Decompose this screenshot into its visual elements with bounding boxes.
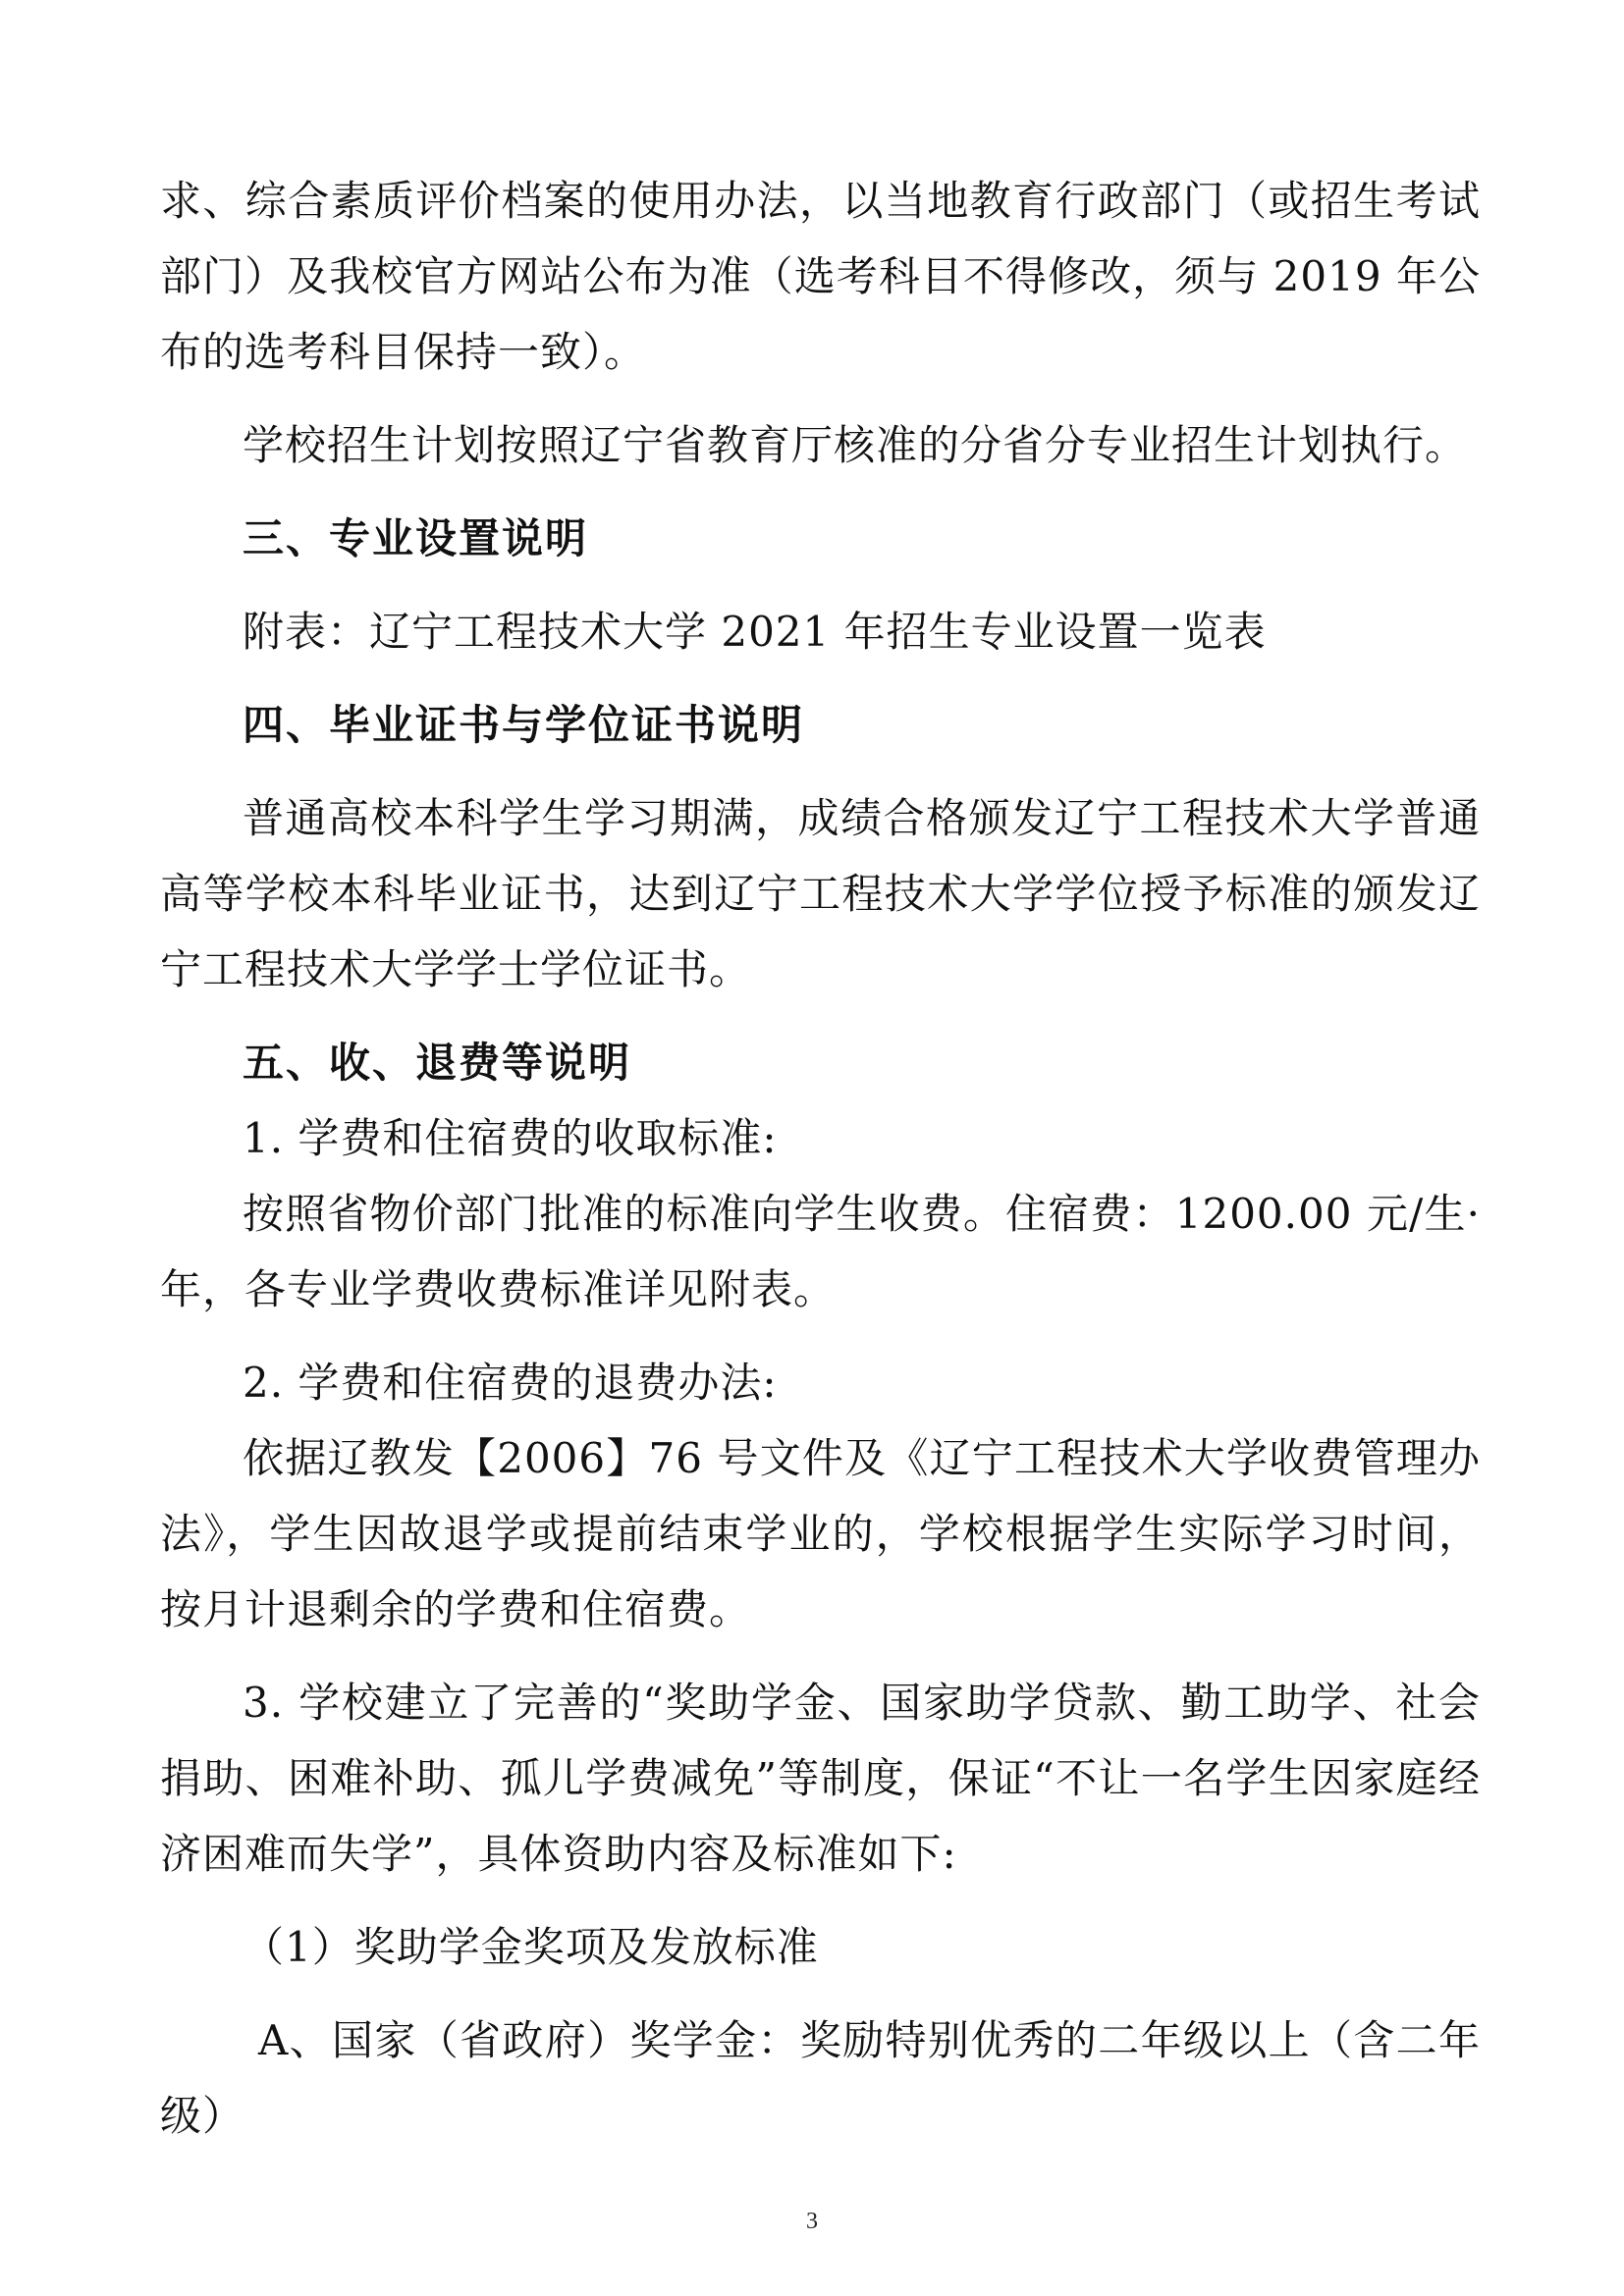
paragraph-certificates: 普通高校本科学生学习期满，成绩合格颁发辽宁工程技术大学普通高等学校本科毕业证书，达到辽宁工程技术大学学位授予标准的颁发辽宁工程技术大学学士学位证书。 <box>160 794 1481 993</box>
paragraph-refund-title: 2. 学费和住宿费的退费办法: <box>243 1359 778 1407</box>
section-heading-5: 五、收、退费等说明 <box>243 1039 632 1087</box>
paragraph-refund: 依据辽教发【2006】76 号文件及《辽宁工程技术大学收费管理办法》，学生因故退学或提前结束学业的，学校根据学生实际学习时间，按月计退剩余的学费和住宿费。 <box>160 1434 1481 1633</box>
section-heading-4: 四、毕业证书与学位证书说明 <box>243 701 805 749</box>
paragraph-enrollment-plan: 学校招生计划按照辽宁省教育厅核准的分省分专业招生计划执行。 <box>243 421 1468 469</box>
paragraph-fee-standard-title: 1. 学费和住宿费的收取标准: <box>243 1114 778 1162</box>
page-body <box>160 163 1481 2154</box>
paragraph-financial-aid: 3. 学校建立了完善的“奖助学金、国家助学贷款、勤工助学、社会捐助、困难补助、孤儿学费减免”等制度，保证“不让一名学生因家庭经济困难而失学”，具体资助内容及标准如下: <box>160 1679 1481 1878</box>
paragraph-appendix: 附表：辽宁工程技术大学 2021 年招生专业设置一览表 <box>243 608 1267 656</box>
paragraph-national-scholarship: A、国家（省政府）奖学金：奖励特别优秀的二年级以上（含二年级） <box>160 2016 1481 2140</box>
paragraph-fee-standard: 按照省物价部门批准的标准向学生收费。住宿费：1200.00 元/生·年，各专业学费收费标准详见附表。 <box>160 1190 1481 1313</box>
section-heading-3: 三、专业设置说明 <box>243 514 589 562</box>
paragraph-continued: 求、综合素质评价档案的使用办法，以当地教育行政部门（或招生考试部门）及我校官方网站公布为准（选考科目不得修改，须与 2019 年公布的选考科目保持一致）。 <box>160 177 1481 376</box>
paragraph-scholarship-title: （1）奖助学金奖项及发放标准 <box>243 1923 819 1971</box>
page-number: 3 <box>806 2209 818 2234</box>
